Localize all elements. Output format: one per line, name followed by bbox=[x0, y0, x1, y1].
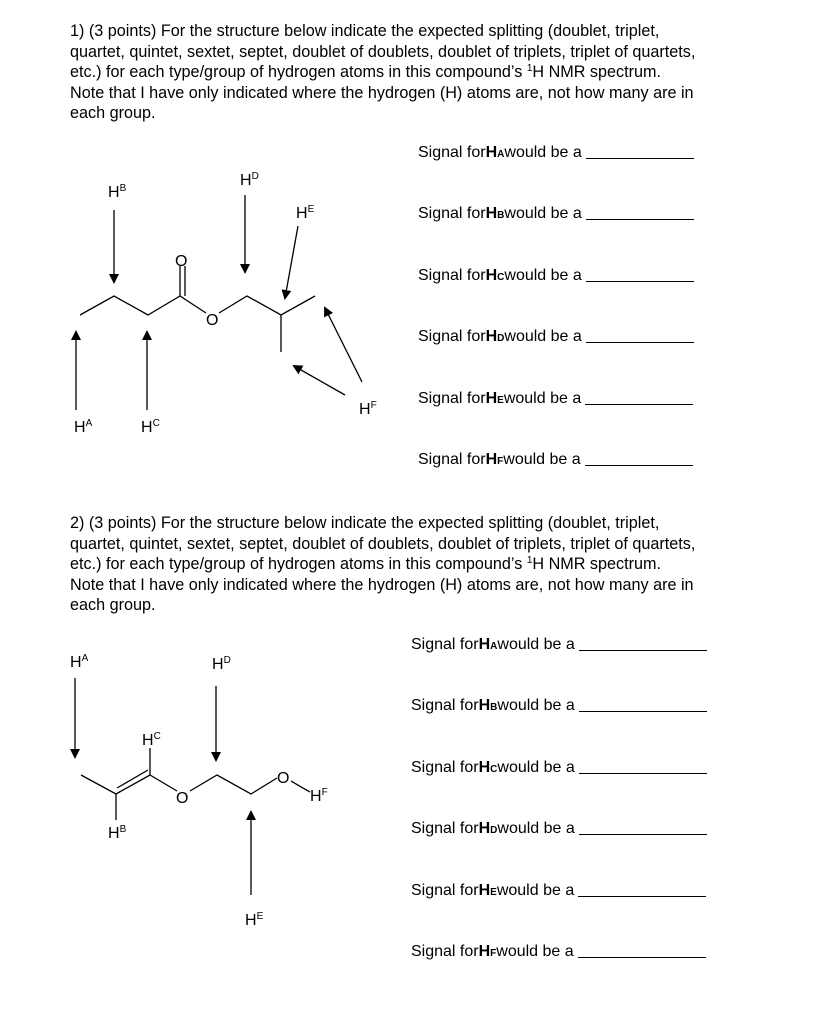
q1-signal-row-d: Signal for H D would be a bbox=[418, 328, 694, 346]
q1-signal-row-c: Signal for H C would be a bbox=[418, 267, 694, 285]
signal-prefix: Signal for bbox=[418, 451, 486, 468]
signal-suffix: would be a bbox=[497, 636, 575, 653]
q1-signal-row-f: Signal for H F would be a bbox=[418, 451, 693, 469]
signal-suffix: would be a bbox=[496, 881, 575, 899]
q1-label-hf: $H^F$ bbox=[359, 400, 377, 418]
q2-signal-row-a: Signal for H A would be a bbox=[411, 636, 707, 654]
signal-prefix: Signal for bbox=[418, 266, 486, 284]
q1-line-3: etc.) for each type/group of hydrogen atoms in this compound’s bbox=[70, 63, 527, 82]
signal-prefix: Signal for bbox=[411, 636, 479, 653]
q2-hydroxyl-o: O bbox=[277, 770, 290, 787]
q2-vinyl-o: O bbox=[176, 790, 189, 807]
signal-prefix: Signal for bbox=[411, 881, 479, 899]
q1-signal-row-b: Signal for H B would be a bbox=[418, 205, 694, 223]
q2-signal-row-b: Signal for H B would be a bbox=[411, 697, 707, 715]
q1-carbonyl-o: O bbox=[175, 253, 188, 270]
signal-prefix: Signal for bbox=[418, 144, 486, 161]
q2-label-he: $H^E$ bbox=[245, 911, 264, 929]
signal-prefix: Signal for bbox=[418, 205, 486, 223]
q2-signal-row-c: Signal for H C would be a bbox=[411, 759, 707, 777]
q2-methyl-bond bbox=[81, 775, 116, 794]
q2-structure-diagram bbox=[0, 0, 420, 1000]
answer-blank[interactable] bbox=[578, 956, 706, 958]
signal-h: H bbox=[478, 943, 491, 960]
signal-suffix: would be a bbox=[504, 205, 582, 223]
signal-suffix: would be a bbox=[497, 697, 575, 715]
q2-line-4: Note that I have only indicated where the hydrogen (H) atoms are, not how many are in bbox=[70, 575, 694, 594]
signal-prefix: Signal for bbox=[411, 820, 479, 838]
q2-label-hb: $H^B$ bbox=[108, 824, 127, 842]
q2-label-hd: $H^D$ bbox=[212, 655, 231, 673]
signal-suffix: would be a bbox=[497, 820, 575, 838]
answer-blank[interactable] bbox=[586, 280, 694, 282]
signal-h: H bbox=[485, 266, 498, 284]
q1-line-4: Note that I have only indicated where the hydrogen (H) atoms are, not how many are in bbox=[70, 83, 694, 102]
answer-blank[interactable] bbox=[579, 649, 707, 651]
signal-h: H bbox=[478, 636, 491, 653]
q1-line-2: quartet, quintet, sextet, septet, doublet of doublets, doublet of triplets, triplet of quartets, bbox=[70, 42, 696, 61]
q1-label-he: $H^E$ bbox=[296, 204, 315, 222]
signal-prefix: Signal for bbox=[411, 697, 479, 715]
signal-h: H bbox=[485, 389, 498, 407]
q2-label-hc: $H^C$ bbox=[142, 731, 161, 749]
signal-suffix: would be a bbox=[503, 451, 581, 468]
signal-prefix: Signal for bbox=[418, 389, 486, 407]
answer-blank[interactable] bbox=[586, 218, 694, 220]
q1-ester-o: O bbox=[206, 312, 219, 329]
signal-suffix: would be a bbox=[497, 758, 575, 776]
q2-line-1: 2) (3 points) For the structure below indicate the expected splitting (doublet, triplet, bbox=[70, 514, 660, 532]
signal-prefix: Signal for bbox=[411, 943, 479, 960]
signal-h: H bbox=[485, 328, 498, 346]
q2-o-h-bond bbox=[291, 781, 310, 792]
q1-label-hb: $H^B$ bbox=[108, 183, 127, 201]
signal-h: H bbox=[478, 881, 491, 899]
signal-h: H bbox=[485, 144, 498, 161]
answer-blank[interactable] bbox=[579, 710, 707, 712]
signal-suffix: would be a bbox=[503, 389, 582, 407]
q2-label-ha: $H^A$ bbox=[70, 653, 89, 671]
q2-label-hf: $H^F$ bbox=[310, 787, 328, 805]
signal-h: H bbox=[478, 697, 491, 715]
q2-ether-chain bbox=[190, 775, 277, 794]
answer-blank[interactable] bbox=[585, 464, 693, 466]
signal-prefix: Signal for bbox=[418, 328, 486, 346]
answer-blank[interactable] bbox=[586, 157, 694, 159]
answer-blank[interactable] bbox=[579, 833, 707, 835]
signal-h: H bbox=[478, 820, 491, 838]
signal-h: H bbox=[485, 451, 498, 468]
q2-signal-row-f: Signal for H F would be a bbox=[411, 943, 706, 961]
signal-suffix: would be a bbox=[504, 328, 582, 346]
q2-vinyl-o-bond bbox=[150, 775, 177, 791]
q1-line-1: 1) (3 points) For the structure below indicate the expected splitting (doublet, triplet, bbox=[70, 22, 660, 40]
q2-line-3b: H NMR spectrum. bbox=[532, 555, 661, 574]
q1-signal-row-e: Signal for H E would be a bbox=[418, 390, 693, 408]
answer-blank[interactable] bbox=[585, 403, 693, 405]
answer-blank[interactable] bbox=[579, 772, 707, 774]
q1-sup-1: 1 bbox=[526, 63, 533, 75]
signal-h: H bbox=[485, 205, 498, 223]
signal-suffix: would be a bbox=[504, 266, 582, 284]
q1-line-5: each group. bbox=[70, 104, 156, 123]
q1-signal-row-a: Signal for H A would be a bbox=[418, 144, 694, 162]
q2-line-5: each group. bbox=[70, 596, 156, 615]
q1-label-hd: $H^D$ bbox=[240, 171, 259, 189]
signal-prefix: Signal for bbox=[411, 758, 479, 776]
q1-label-ha: $H^A$ bbox=[74, 418, 93, 436]
q1-label-hc: $H^C$ bbox=[141, 418, 160, 436]
q2-signal-row-e: Signal for H E would be a bbox=[411, 882, 706, 900]
q2-line-3: etc.) for each type/group of hydrogen atoms in this compound’s bbox=[70, 555, 527, 574]
answer-blank[interactable] bbox=[586, 341, 694, 343]
signal-suffix: would be a bbox=[504, 144, 582, 161]
q1-line-3b: H NMR spectrum. bbox=[532, 63, 661, 82]
signal-h: H bbox=[478, 758, 491, 776]
q2-line-2: quartet, quintet, sextet, septet, doublet of doublets, doublet of triplets, triplet of quartets, bbox=[70, 534, 696, 553]
q2-alkene-double bbox=[116, 775, 150, 794]
q2-sup-1: 1 bbox=[526, 555, 533, 567]
answer-blank[interactable] bbox=[578, 895, 706, 897]
q2-signal-row-d: Signal for H D would be a bbox=[411, 820, 707, 838]
signal-suffix: would be a bbox=[496, 943, 574, 960]
